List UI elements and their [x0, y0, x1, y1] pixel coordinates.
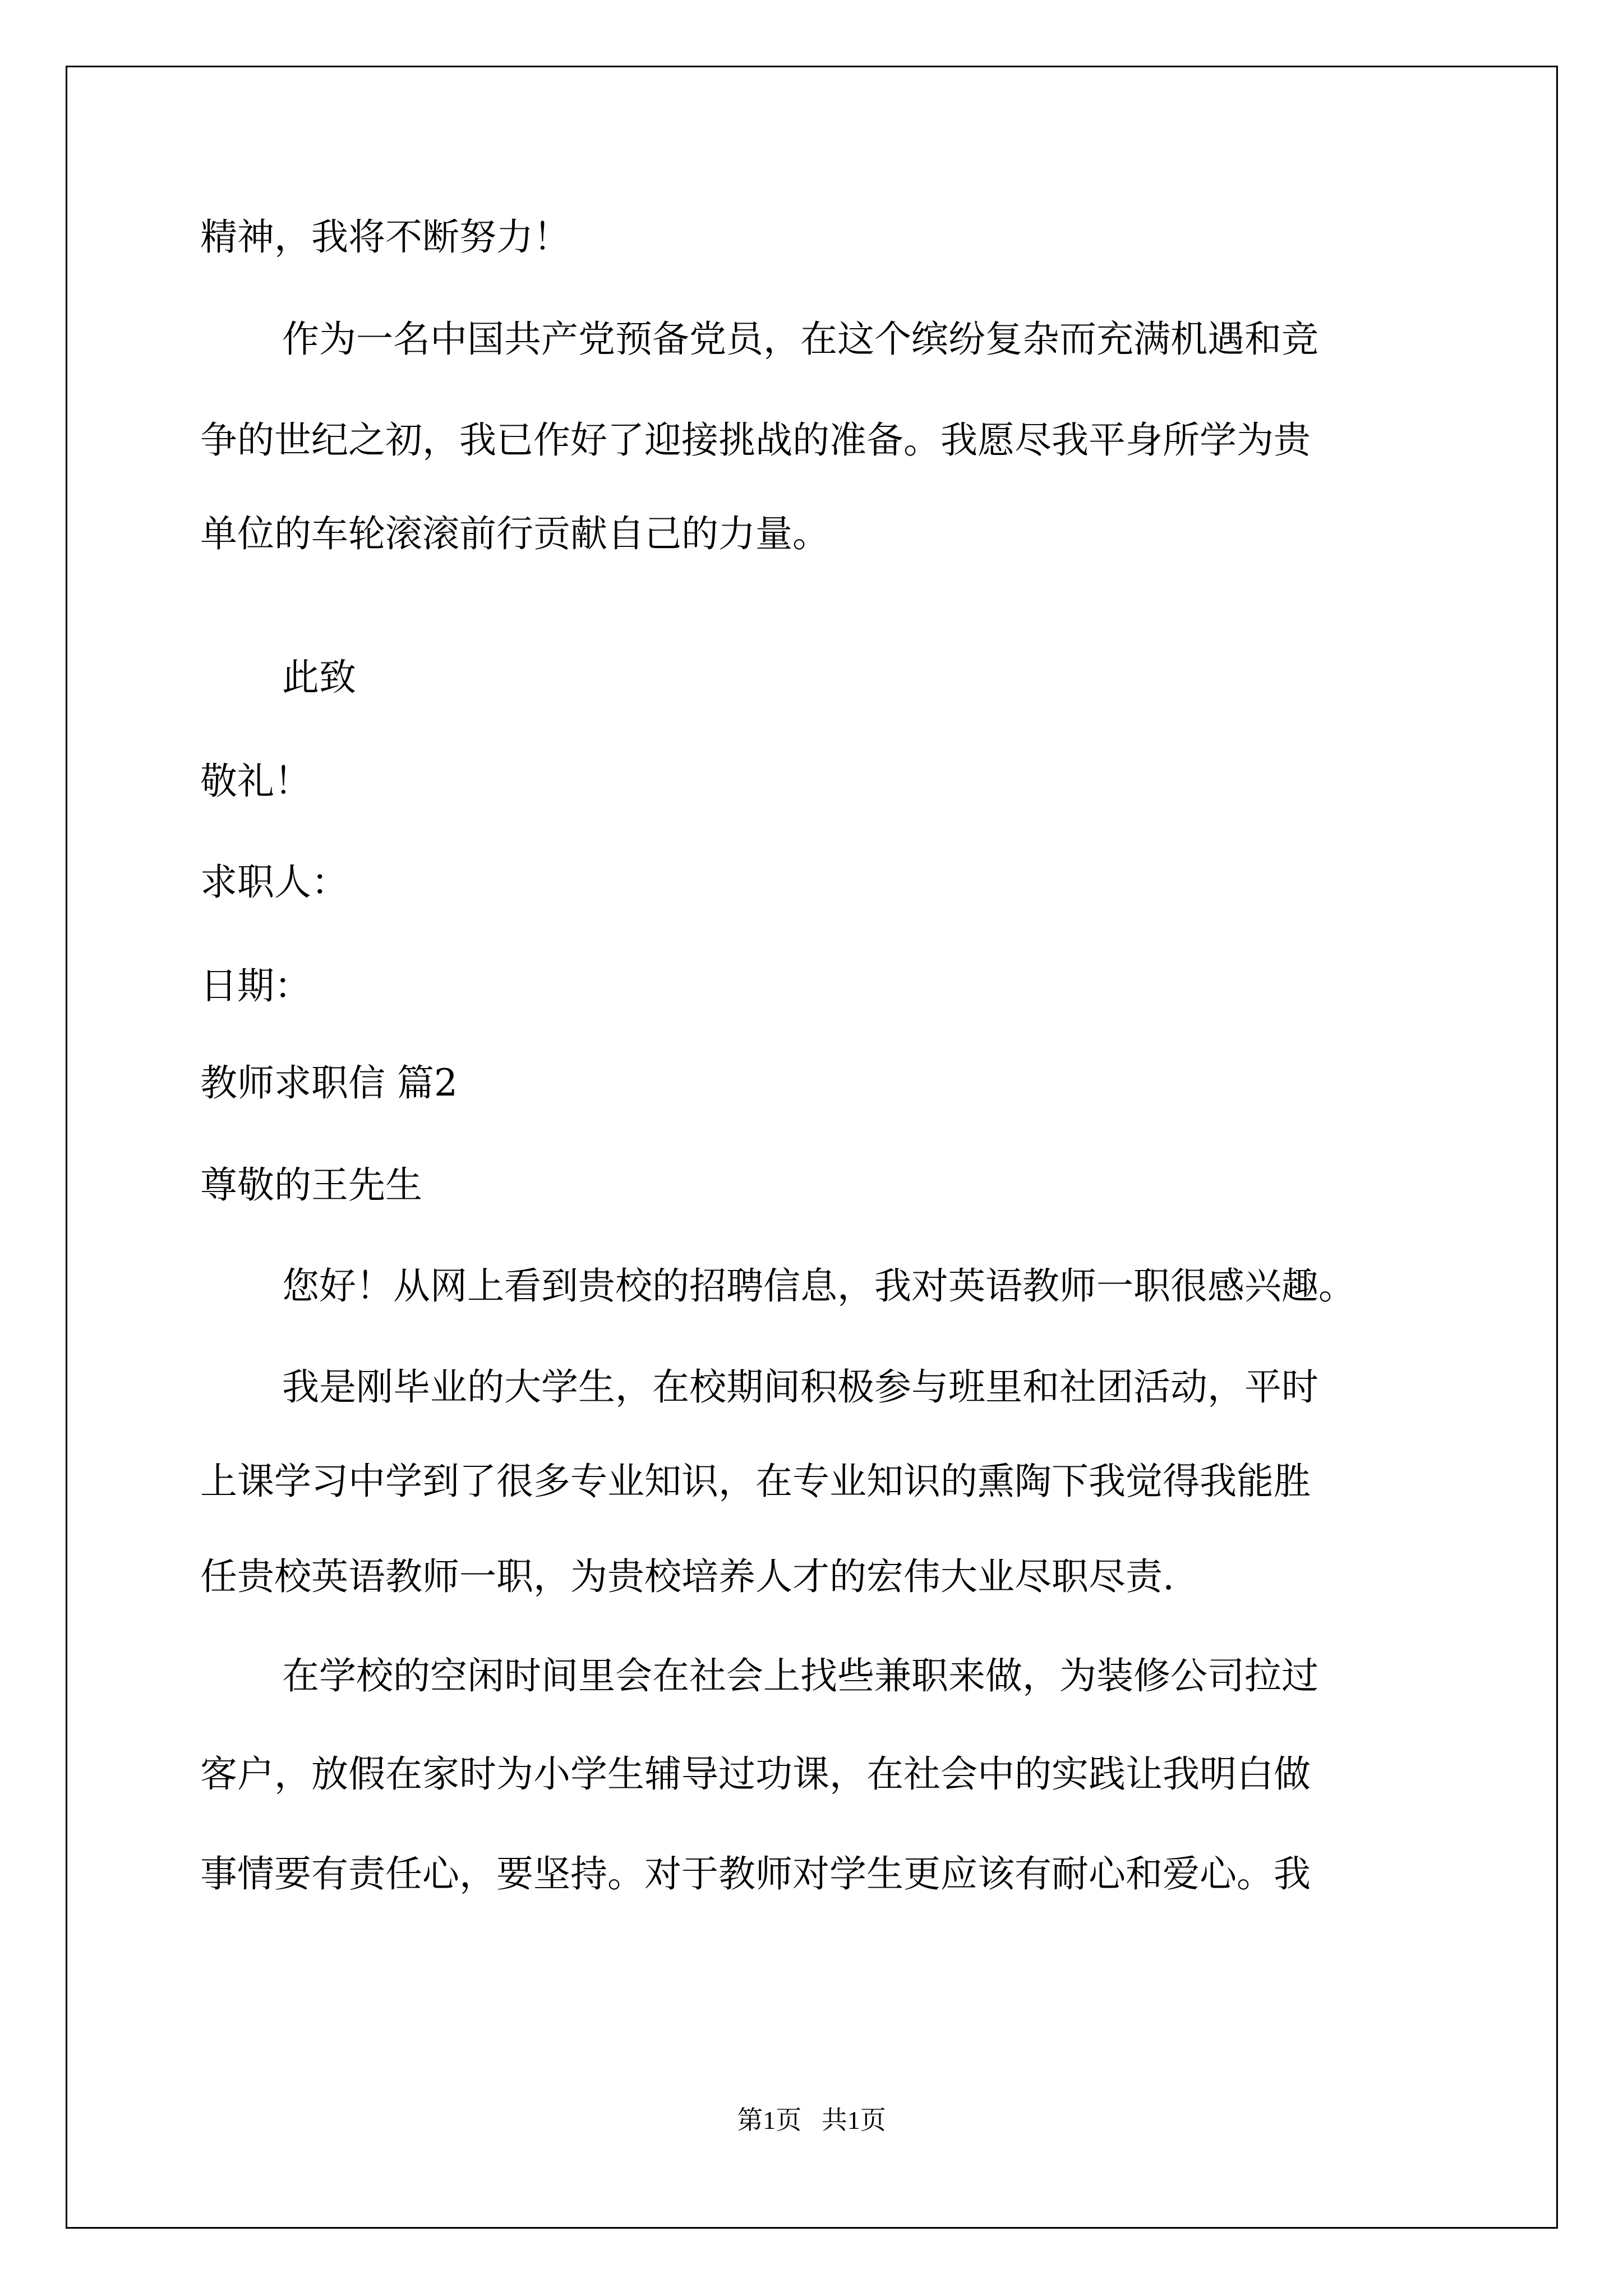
- page-footer: [0, 2104, 1623, 2137]
- text-line: 此致: [282, 656, 356, 699]
- section-heading: 教师求职信 篇2: [200, 1061, 458, 1105]
- page-border: [66, 66, 1558, 2229]
- text-line: 精神，我将不断努力！: [200, 215, 570, 259]
- text-line: 日期：: [200, 964, 311, 1007]
- page-total: 共1页: [821, 2106, 886, 2134]
- text-line: 求职人：: [200, 861, 348, 904]
- text-line: 客户，放假在家时为小学生辅导过功课，在社会中的实践让我明白做: [200, 1752, 1311, 1796]
- text-line: 争的世纪之初，我已作好了迎接挑战的准备。我愿尽我平身所学为贵: [200, 418, 1311, 462]
- salutation: 尊敬的王先生: [200, 1163, 422, 1207]
- text-line: 作为一名中国共产党预备党员，在这个缤纷复杂而充满机遇和竞: [282, 318, 1318, 361]
- text-line: 任贵校英语教师一职，为贵校培养人才的宏伟大业尽职尽责.: [200, 1555, 1174, 1598]
- text-line: 您好！从网上看到贵校的招聘信息，我对英语教师一职很感兴趣。: [282, 1264, 1355, 1308]
- text-line: 上课学习中学到了很多专业知识，在专业知识的熏陶下我觉得我能胜: [200, 1460, 1311, 1503]
- text-line: 敬礼！: [200, 760, 311, 803]
- text-line: 我是刚毕业的大学生，在校期间积极参与班里和社团活动，平时: [282, 1365, 1318, 1409]
- text-line: 在学校的空闲时间里会在社会上找些兼职来做，为装修公司拉过: [282, 1654, 1318, 1697]
- text-line: 事情要有责任心，要坚持。对于教师对学生更应该有耐心和爱心。我: [200, 1852, 1311, 1895]
- page-number: 第1页: [737, 2106, 802, 2134]
- text-line: 单位的车轮滚滚前行贡献自己的力量。: [200, 512, 829, 555]
